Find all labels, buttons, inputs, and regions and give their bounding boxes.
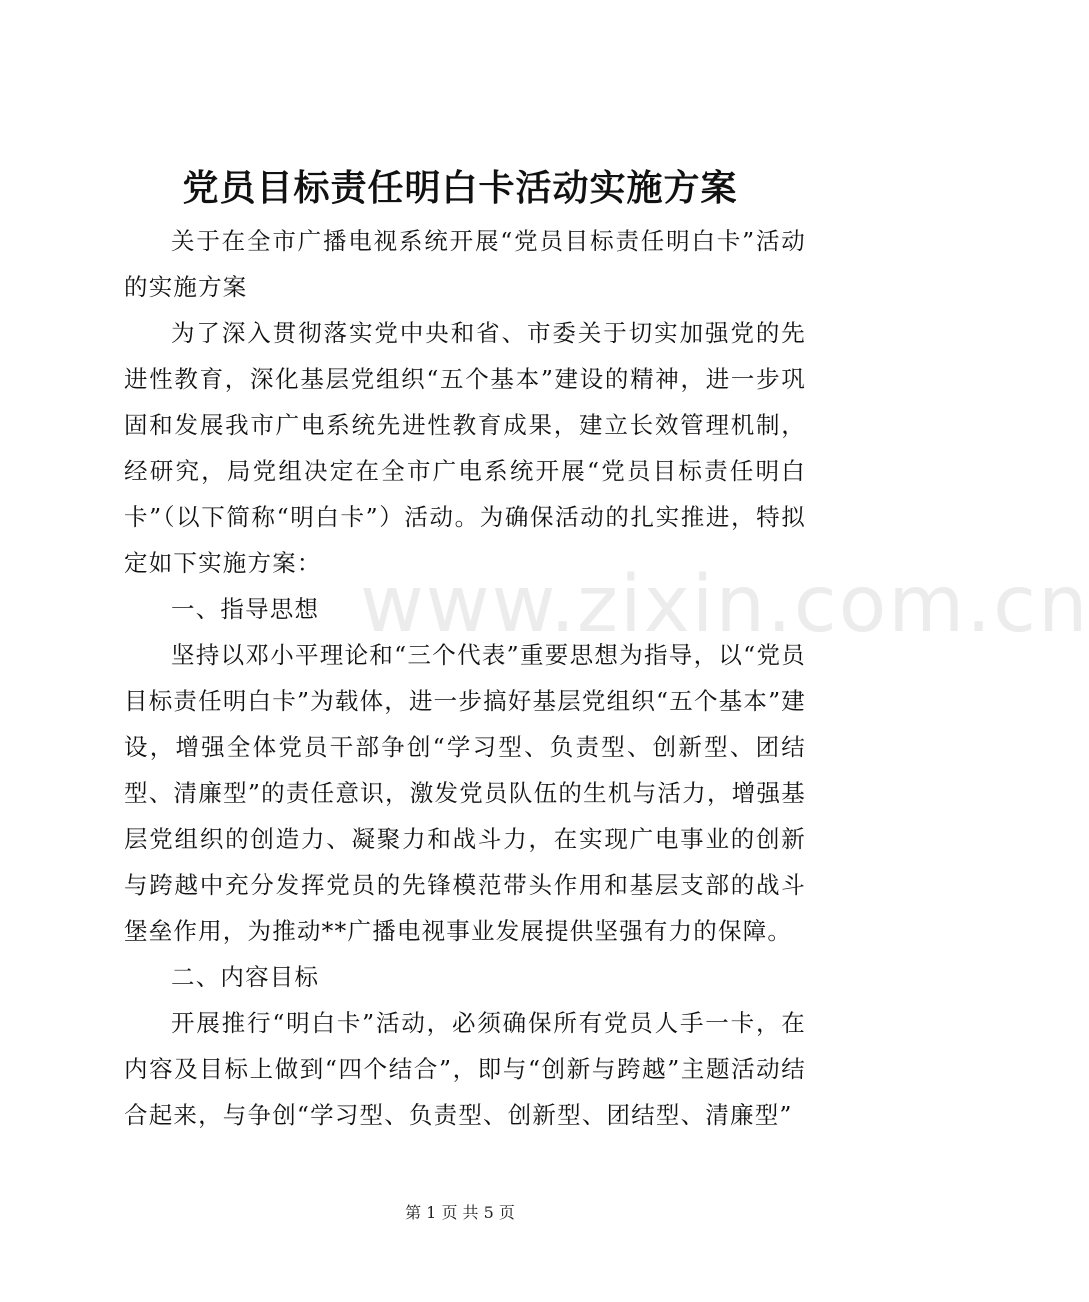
watermark: www.zixin.com.cn	[360, 560, 1089, 650]
document-body	[124, 218, 806, 1138]
page-footer	[0, 1200, 920, 1223]
paragraph-content-goals: 开展推行“明白卡”活动，必须确保所有党员人手一卡，在内容及目标上做到“四个结合”，即与“创新与跨越”主题活动结合起来，与争创“学习型、负责型、创新型、团结型、清廉型”	[124, 1009, 806, 1129]
paragraph-intro: 为了深入贯彻落实党中央和省、市委关于切实加强党的先进性教育，深化基层党组织“五个基本”建设的精神，进一步巩固和发展我市广电系统先进性教育成果，建立长效管理机制，经研究，局党组决定在全市广电系统开展“党员目标责任明白卡”（以下简称“明白卡”）活动。为确保活动的扎实推进，特拟定如下实施方案：	[124, 319, 806, 577]
paragraph-guiding-ideology: 坚持以邓小平理论和“三个代表”重要思想为指导，以“党员目标责任明白卡”为载体，进一步搞好基层党组织“五个基本”建设，增强全体党员干部争创“学习型、负责型、创新型、团结型、清廉型”的责任意识，激发党员队伍的生机与活力，增强基层党组织的创造力、凝聚力和战斗力，在实现广电事业的创新与跨越中充分发挥党员的先锋模范带头作用和基层支部的战斗堡垒作用，为推动**广播电视事业发展提供坚强有力的保障。	[124, 641, 806, 945]
document-title: 党员目标责任明白卡活动实施方案	[182, 167, 738, 209]
section-heading-guiding-ideology: 一、指导思想	[171, 595, 320, 623]
section-heading-content-goals: 二、内容目标	[171, 963, 320, 991]
page-number: 第 1 页 共 5 页	[405, 1203, 515, 1222]
paragraph-subtitle: 关于在全市广播电视系统开展“党员目标责任明白卡”活动的实施方案	[124, 227, 806, 301]
